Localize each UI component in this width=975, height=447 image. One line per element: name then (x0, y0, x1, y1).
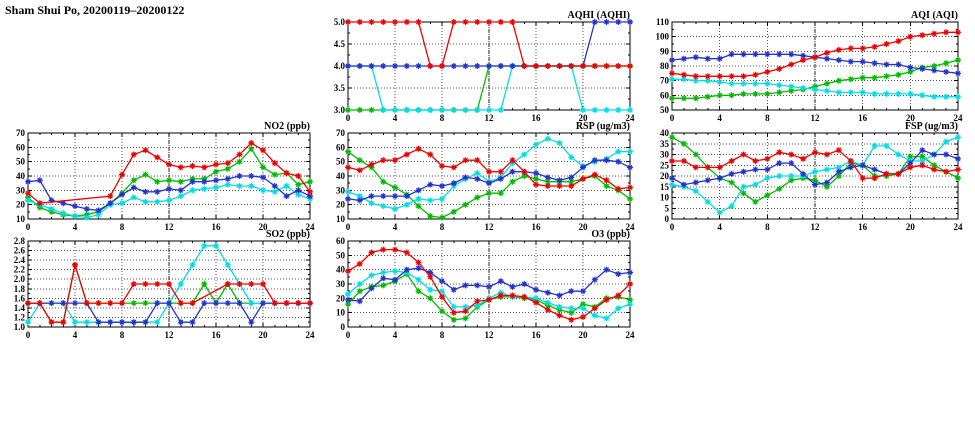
chart-fsp (644, 121, 966, 233)
svg-text:12: 12 (484, 222, 494, 232)
svg-text:16: 16 (531, 330, 541, 340)
svg-text:2.2: 2.2 (13, 264, 25, 275)
svg-text:50: 50 (660, 105, 669, 115)
svg-text:0: 0 (669, 113, 675, 123)
svg-text:30: 30 (336, 279, 345, 289)
svg-text:20: 20 (336, 199, 345, 210)
svg-text:4: 4 (72, 330, 78, 340)
chart-title-so2: SO2 (ppb) (265, 229, 310, 240)
svg-text:0: 0 (340, 322, 345, 332)
svg-text:16: 16 (858, 222, 868, 232)
svg-text:0: 0 (25, 222, 31, 232)
svg-text:4: 4 (717, 113, 722, 123)
svg-text:24: 24 (305, 222, 315, 232)
svg-text:12: 12 (484, 330, 494, 340)
svg-text:0: 0 (664, 214, 669, 224)
svg-text:5: 5 (664, 203, 669, 214)
page-title: Sham Shui Po, 20200119–20200122 (5, 3, 185, 17)
chart-title-o3: O3 (ppb) (591, 229, 630, 240)
svg-text:8: 8 (439, 330, 445, 340)
svg-text:50: 50 (16, 156, 25, 167)
svg-text:1.2: 1.2 (13, 312, 25, 323)
svg-text:16: 16 (858, 113, 868, 123)
chart-title-fsp: FSP (ug/m3) (904, 121, 958, 132)
svg-text:1.8: 1.8 (13, 283, 25, 294)
svg-text:3.5: 3.5 (333, 83, 345, 93)
svg-text:20: 20 (660, 171, 669, 181)
svg-text:2.0: 2.0 (13, 274, 25, 285)
svg-text:60: 60 (16, 142, 25, 153)
svg-text:0: 0 (345, 113, 351, 123)
svg-text:90: 90 (660, 46, 669, 57)
svg-text:20: 20 (905, 222, 915, 232)
svg-text:30: 30 (16, 185, 25, 196)
svg-text:8: 8 (765, 113, 770, 123)
chart-aqhi (320, 10, 638, 124)
svg-text:4.0: 4.0 (333, 61, 345, 71)
svg-text:4: 4 (72, 222, 78, 232)
svg-text:10: 10 (336, 214, 345, 224)
svg-text:24: 24 (625, 330, 635, 340)
svg-text:24: 24 (625, 113, 635, 123)
svg-text:4: 4 (392, 113, 398, 123)
svg-text:24: 24 (305, 330, 315, 340)
svg-text:20: 20 (905, 113, 915, 123)
svg-text:15: 15 (660, 181, 669, 192)
chart-title-aqi: AQI (AQI) (911, 10, 958, 21)
chart-rsp (320, 121, 638, 233)
svg-text:12: 12 (164, 222, 174, 232)
so2-plot-canvas (0, 229, 318, 341)
svg-text:4: 4 (392, 222, 398, 232)
aqhi-plot-canvas (320, 10, 638, 124)
chart-no2 (0, 121, 318, 233)
svg-text:70: 70 (336, 128, 345, 138)
svg-text:16: 16 (211, 222, 221, 232)
svg-text:50: 50 (336, 156, 345, 167)
chart-o3 (320, 229, 638, 341)
chart-so2 (0, 229, 318, 341)
chart-title-rsp: RSP (ug/m3) (575, 121, 630, 132)
svg-text:2.8: 2.8 (13, 236, 25, 246)
svg-text:80: 80 (660, 61, 669, 71)
svg-text:10: 10 (16, 214, 25, 224)
rsp-plot-canvas (320, 121, 638, 233)
svg-text:12: 12 (484, 113, 494, 123)
svg-text:60: 60 (336, 142, 345, 153)
svg-text:2.6: 2.6 (13, 245, 25, 256)
svg-text:110: 110 (655, 17, 669, 27)
svg-text:4: 4 (717, 222, 722, 232)
svg-text:60: 60 (660, 90, 669, 101)
svg-text:20: 20 (336, 293, 345, 304)
svg-text:24: 24 (625, 222, 635, 232)
svg-text:35: 35 (660, 138, 669, 149)
svg-text:10: 10 (336, 307, 345, 318)
svg-text:100: 100 (655, 31, 669, 42)
svg-text:0: 0 (345, 330, 351, 340)
svg-text:30: 30 (660, 149, 669, 160)
svg-text:1.4: 1.4 (13, 302, 25, 313)
svg-text:50: 50 (336, 250, 345, 261)
svg-text:0: 0 (345, 222, 351, 232)
svg-text:24: 24 (953, 113, 963, 123)
svg-text:40: 40 (660, 128, 669, 138)
svg-text:4.5: 4.5 (333, 39, 345, 49)
svg-text:10: 10 (660, 192, 669, 203)
svg-text:3.0: 3.0 (333, 105, 345, 115)
svg-text:12: 12 (164, 330, 174, 340)
svg-text:20: 20 (16, 199, 25, 210)
svg-text:4: 4 (392, 330, 398, 340)
svg-text:20: 20 (578, 113, 588, 123)
svg-text:8: 8 (119, 222, 125, 232)
svg-text:20: 20 (578, 222, 588, 232)
svg-text:0: 0 (669, 222, 675, 232)
svg-text:40: 40 (16, 171, 25, 181)
fsp-plot-canvas (644, 121, 966, 233)
svg-text:1.6: 1.6 (13, 293, 25, 304)
svg-text:8: 8 (439, 222, 445, 232)
svg-text:1.0: 1.0 (13, 322, 25, 332)
svg-text:20: 20 (578, 330, 588, 340)
svg-text:12: 12 (810, 113, 820, 123)
svg-text:8: 8 (439, 113, 445, 123)
svg-text:70: 70 (16, 128, 25, 138)
svg-text:2.4: 2.4 (13, 255, 25, 266)
o3-plot-canvas (320, 229, 638, 341)
svg-text:70: 70 (660, 75, 669, 86)
svg-text:20: 20 (258, 330, 268, 340)
svg-text:8: 8 (765, 222, 770, 232)
no2-plot-canvas (0, 121, 318, 233)
svg-text:40: 40 (336, 264, 345, 275)
svg-text:16: 16 (531, 113, 541, 123)
chart-title-no2: NO2 (ppb) (264, 121, 310, 132)
svg-text:5.0: 5.0 (333, 17, 345, 27)
svg-text:24: 24 (953, 222, 963, 232)
svg-text:30: 30 (336, 185, 345, 196)
aqi-plot-canvas (644, 10, 966, 124)
svg-text:16: 16 (531, 222, 541, 232)
svg-text:16: 16 (211, 330, 221, 340)
chart-title-aqhi: AQHI (AQHI) (567, 10, 630, 21)
svg-text:20: 20 (258, 222, 268, 232)
svg-text:25: 25 (660, 160, 669, 171)
svg-text:0: 0 (25, 330, 31, 340)
svg-text:12: 12 (810, 222, 820, 232)
svg-text:40: 40 (336, 171, 345, 181)
chart-aqi (644, 10, 966, 124)
svg-text:60: 60 (336, 236, 345, 246)
svg-text:8: 8 (119, 330, 125, 340)
